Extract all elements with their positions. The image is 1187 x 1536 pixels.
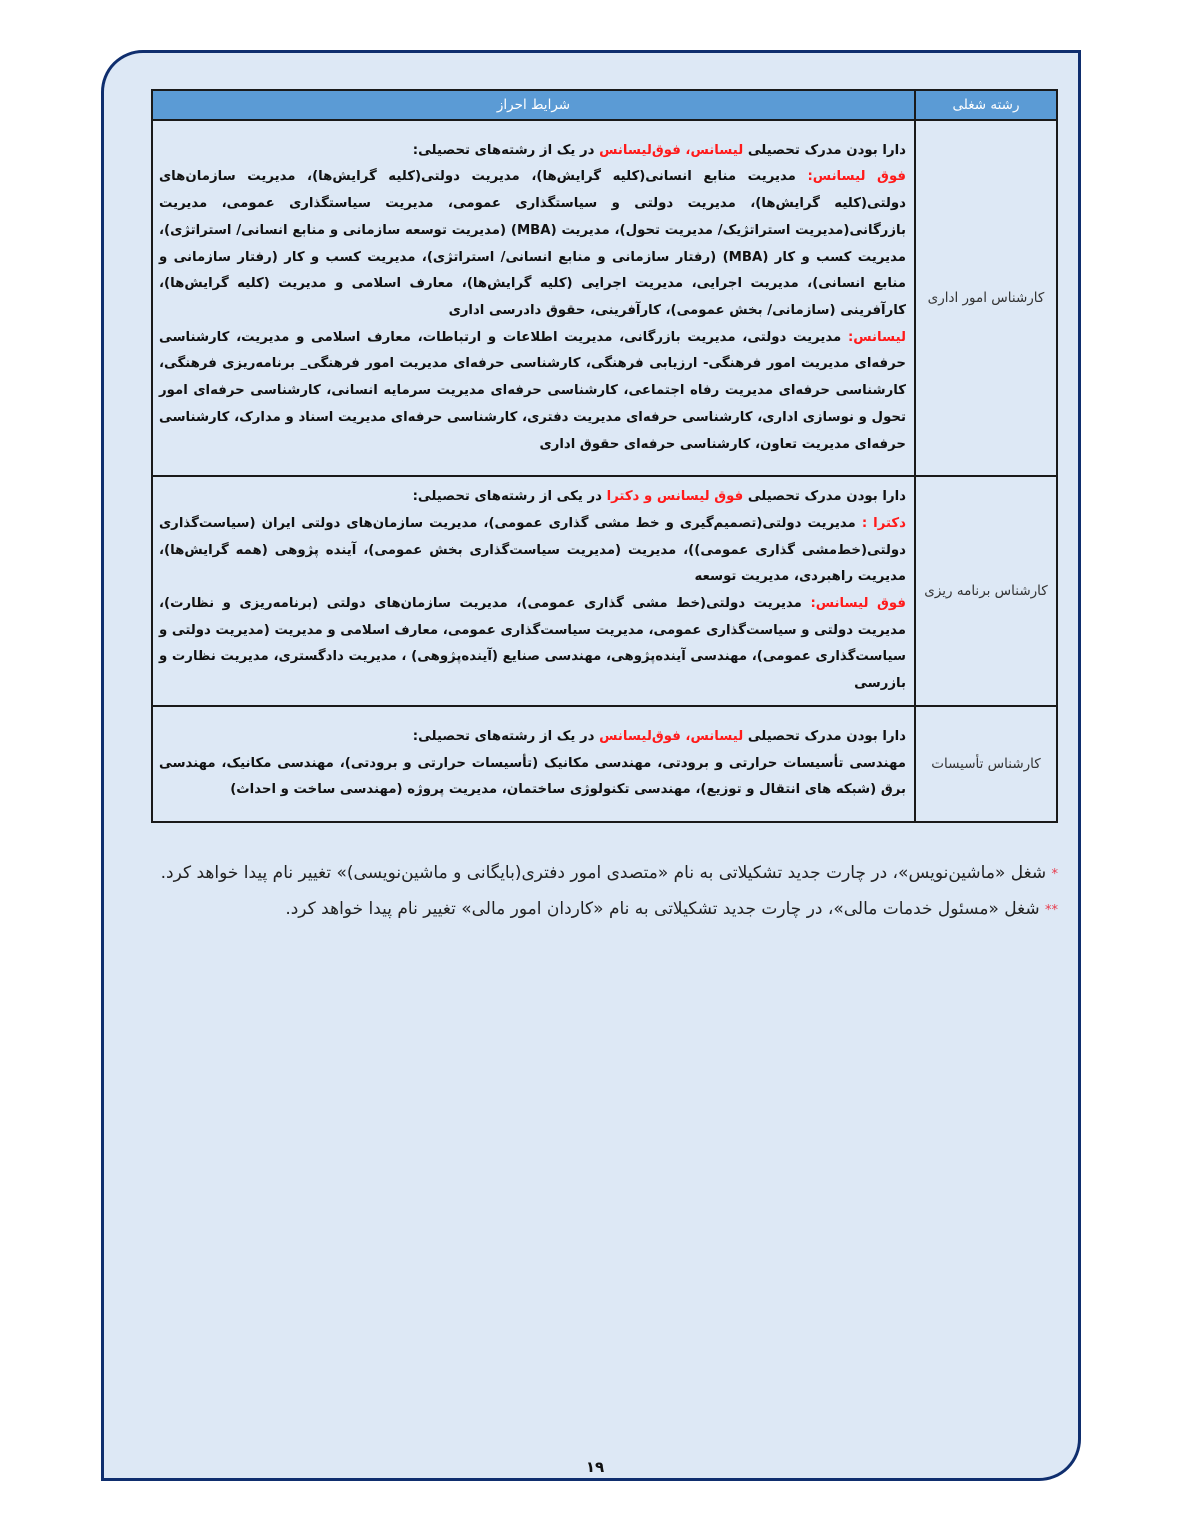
degree-label: فوق لیسانس:	[810, 596, 906, 611]
table-row	[152, 706, 1057, 822]
footnote	[128, 856, 1058, 892]
requirements-cell	[152, 706, 915, 822]
footnote-text: شغل «مسئول خدمات مالی»، در چارت جدید تشکیلاتی به نام «کاردان امور مالی» تغییر نام پیدا خواهد کرد.	[285, 899, 1045, 919]
degree-section	[159, 164, 906, 324]
degree-highlight: فوق لیسانس و دکترا	[606, 489, 744, 505]
intro-suffix: در یک از رشته‌های تحصیلی:	[412, 142, 600, 158]
field-list: مدیریت منابع انسانی(کلیه گرایش‌ها)، مدیریت دولتی(کلیه گرایش‌ها)، مدیریت سازمان‌های دولتی(کلیه گرایش‌ها)، مدیریت دولتی و سیاستگذاری عمومی، مدیریت سیاستگذاری عمومی، مدیریت بازرگانی(مدیریت استراتژیک/ مدیریت تحول)، مدیریت (MBA) (مدیریت توسعه سازمانی و منابع انسانی/ استراتژی)، مدیریت کسب و کار (MBA) (رفتار سازمانی و منابع انسانی/ استراتژی)، مدیریت کسب و کار (رفتار سازمانی و منابع انسانی)، مدیریت اجرایی، مدیریت اجرایی (کلیه گرایش‌ها)، معارف اسلامی و مدیریت (کلیه گرایش‌ها)، کارآفرینی (سازمانی/ بخش عمومی)، کارآفرینی، حقوق دادرسی اداری	[159, 169, 906, 318]
field-list: مدیریت دولتی(خط مشی گذاری عمومی)، مدیریت سازمان‌های دولتی (برنامه‌ریزی و نظارت)، مدیریت دولتی و سیاست‌گذاری عمومی، مدیریت سیاست‌گذاری عمومی، معارف اسلامی و مدیریت (مدیریت دولتی و سیاست‌گذاری عمومی)، مهندسی آینده‌پژوهی، مهندسی صنایع (آینده‌پژوهی) ، مدیریت دادگستری، مدیریت نظارت و بازرسی	[159, 596, 906, 692]
intro-suffix: در یکی از رشته‌های تحصیلی:	[412, 489, 607, 505]
intro-suffix: در یک از رشته‌های تحصیلی:	[412, 728, 600, 744]
table-row	[152, 120, 1057, 476]
degree-section	[159, 591, 906, 698]
degree-section	[159, 511, 906, 591]
double-asterisk-icon: **	[1045, 903, 1058, 918]
header-job-field: رشته شغلی	[915, 90, 1057, 120]
field-list: مدیریت دولتی(تصمیم‌گیری و خط مشی گذاری عمومی)، مدیریت سازمان‌های دولتی ایران (سیاست‌گذاری دولتی(خط‌مشی گذاری عمومی))، مدیریت (مدیریت سیاست‌گذاری بخش عمومی)، آینده پژوهی (همه گرایش‌ها)، مدیریت راهبردی، مدیریت توسعه	[159, 515, 906, 585]
degree-highlight: لیسانس، فوق‌لیسانس	[599, 728, 744, 744]
asterisk-icon: *	[1051, 867, 1058, 882]
degree-label: لیسانس:	[847, 329, 906, 345]
footnote	[128, 892, 1058, 928]
header-requirements: شرایط احراز	[152, 90, 915, 120]
requirements-cell	[152, 476, 915, 706]
degree-label: فوق لیسانس:	[807, 169, 906, 185]
table-header-row	[152, 90, 1057, 120]
table-row	[152, 476, 1057, 706]
requirements-intro	[159, 138, 906, 165]
footnotes	[128, 856, 1058, 928]
page-number: ۱۹	[585, 1458, 605, 1476]
requirements-intro	[159, 724, 906, 751]
degree-label: دکترا :	[861, 515, 906, 531]
field-list: مدیریت دولتی، مدیریت بازرگانی، مدیریت اطلاعات و ارتباطات، معارف اسلامی و مدیریت، کارشناسی حرفه‌ای مدیریت امور فرهنگی- ارزیابی فرهنگی، کارشناسی حرفه‌ای مدیریت امور فرهنگی_ برنامه‌ریزی فرهنگی، کارشناسی حرفه‌ای مدیریت رفاه اجتماعی، کارشناسی حرفه‌ای مدیریت سرمایه انسانی، کارشناسی حرفه‌ای امور تحول و نوسازی اداری، کارشناسی حرفه‌ای مدیریت دفتری، کارشناسی حرفه‌ای مدیریت اسناد و مدارک، کارشناسی حرفه‌ای مدیریت تعاون، کارشناسی حرفه‌ای حقوق اداری	[159, 329, 906, 452]
job-title: کارشناس امور اداری	[915, 120, 1057, 476]
requirements-intro	[159, 484, 906, 511]
degree-section	[159, 751, 906, 804]
footnote-text: شغل «ماشین‌نویس»، در چارت جدید تشکیلاتی به نام «متصدی امور دفتری(بایگانی و ماشین‌نویسی)» تغییر نام پیدا خواهد کرد.	[160, 863, 1052, 883]
job-title: کارشناس تأسیسات	[915, 706, 1057, 822]
field-list: مهندسی تأسیسات حرارتی و برودتی، مهندسی مکانیک (تأسیسات حرارتی و برودتی)، مهندسی مکانیک، مهندسی برق (شبکه های انتقال و توزیع)، مهندسی تکنولوژی ساختمان، مدیریت پروژه (مهندسی ساخت و احداث)	[159, 755, 906, 798]
intro-prefix: دارا بودن مدرک تحصیلی	[743, 728, 906, 744]
job-title: کارشناس برنامه ریزی	[915, 476, 1057, 706]
degree-highlight: لیسانس، فوق‌لیسانس	[599, 142, 744, 158]
requirements-cell	[152, 120, 915, 476]
intro-prefix: دارا بودن مدرک تحصیلی	[743, 142, 906, 158]
qualification-table	[151, 89, 1058, 823]
degree-section	[159, 325, 906, 459]
intro-prefix: دارا بودن مدرک تحصیلی	[743, 489, 906, 505]
